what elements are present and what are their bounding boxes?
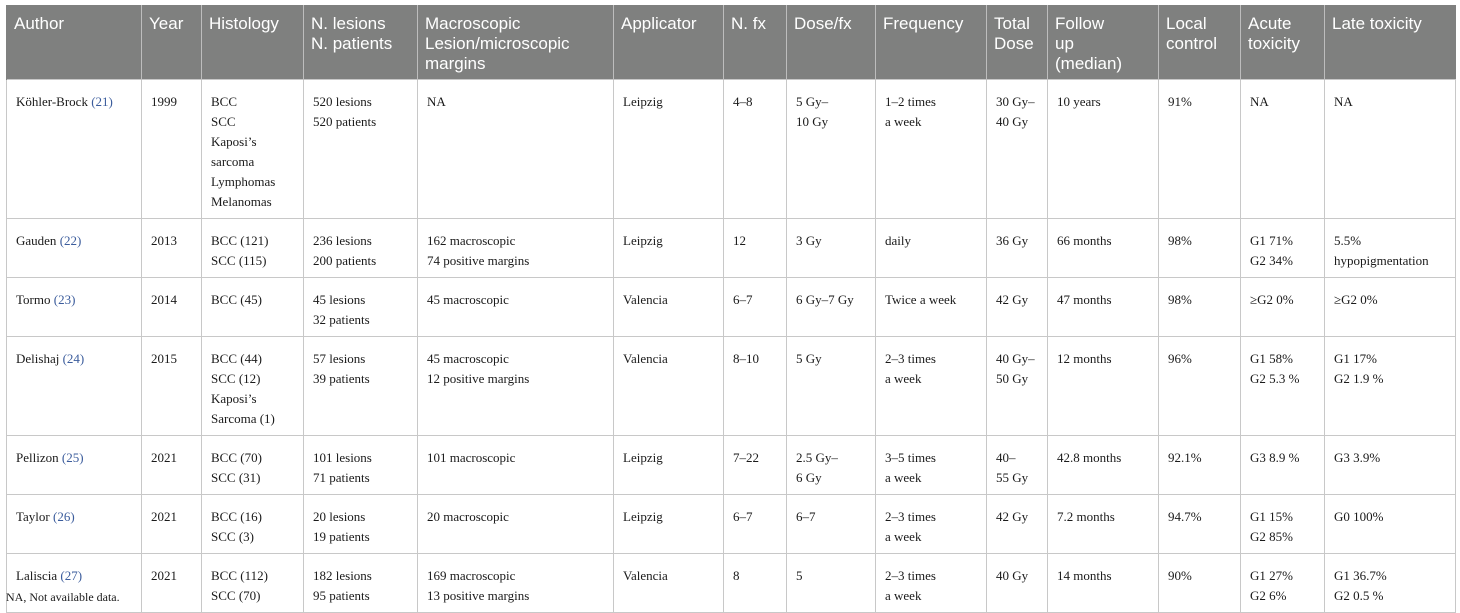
table-row: [7, 436, 1456, 495]
table-header-row: [7, 5, 1456, 80]
cell-acute-toxicity: G1 27% G2 6%: [1241, 554, 1325, 613]
cell-applicator: Leipzig: [614, 436, 724, 495]
cell-late-toxicity: G1 17% G2 1.9 %: [1325, 337, 1456, 436]
cell-histology: BCC (16) SCC (3): [202, 495, 304, 554]
cell-applicator: Leipzig: [614, 219, 724, 278]
cell-author: Gauden (22): [7, 219, 142, 278]
cell-dose: 6 Gy–7 Gy: [787, 278, 876, 337]
cell-acute-toxicity: G3 8.9 %: [1241, 436, 1325, 495]
cell-histology: BCC (121) SCC (115): [202, 219, 304, 278]
cell-lesions: 20 lesions 19 patients: [304, 495, 418, 554]
cell-year: 2021: [142, 554, 202, 613]
cell-total-dose: 40 Gy: [987, 554, 1048, 613]
cell-applicator: Leipzig: [614, 495, 724, 554]
studies-table: [6, 5, 1456, 613]
cell-author: Laliscia (27): [7, 554, 142, 613]
cell-fx: 12: [724, 219, 787, 278]
cell-applicator: Leipzig: [614, 80, 724, 219]
cell-frequency: 2–3 times a week: [876, 337, 987, 436]
table-footnote: NA, Not available data.: [6, 590, 120, 604]
cell-total-dose: 40– 55 Gy: [987, 436, 1048, 495]
col-header-fx: N. fx: [724, 5, 787, 80]
cell-year: 1999: [142, 80, 202, 219]
cell-follow-up: 66 months: [1048, 219, 1159, 278]
cell-margins: 20 macroscopic: [418, 495, 614, 554]
cell-dose: 5 Gy: [787, 337, 876, 436]
cell-late-toxicity: G0 100%: [1325, 495, 1456, 554]
cell-lesions: 520 lesions 520 patients: [304, 80, 418, 219]
cell-acute-toxicity: G1 15% G2 85%: [1241, 495, 1325, 554]
col-header-total-dose: Total Dose: [987, 5, 1048, 80]
cell-author: Taylor (26): [7, 495, 142, 554]
cell-follow-up: 10 years: [1048, 80, 1159, 219]
cell-total-dose: 42 Gy: [987, 278, 1048, 337]
cell-margins: 101 macroscopic: [418, 436, 614, 495]
table-row: [7, 337, 1456, 436]
cell-local-control: 90%: [1159, 554, 1241, 613]
col-header-margins: Macroscopic Lesion/microscopic margins: [418, 5, 614, 80]
col-header-late-toxicity: Late toxicity: [1325, 5, 1456, 80]
cell-follow-up: 47 months: [1048, 278, 1159, 337]
cell-local-control: 98%: [1159, 219, 1241, 278]
cell-dose: 3 Gy: [787, 219, 876, 278]
reference-link[interactable]: (23): [53, 292, 76, 307]
cell-dose: 2.5 Gy– 6 Gy: [787, 436, 876, 495]
cell-lesions: 101 lesions 71 patients: [304, 436, 418, 495]
cell-total-dose: 42 Gy: [987, 495, 1048, 554]
col-header-author: Author: [7, 5, 142, 80]
cell-frequency: 1–2 times a week: [876, 80, 987, 219]
cell-late-toxicity: NA: [1325, 80, 1456, 219]
cell-local-control: 98%: [1159, 278, 1241, 337]
reference-link[interactable]: (21): [91, 94, 113, 109]
cell-year: 2021: [142, 436, 202, 495]
cell-year: 2013: [142, 219, 202, 278]
cell-acute-toxicity: G1 71% G2 34%: [1241, 219, 1325, 278]
cell-fx: 6–7: [724, 278, 787, 337]
cell-acute-toxicity: ≥G2 0%: [1241, 278, 1325, 337]
cell-fx: 4–8: [724, 80, 787, 219]
cell-frequency: Twice a week: [876, 278, 987, 337]
cell-local-control: 92.1%: [1159, 436, 1241, 495]
cell-local-control: 94.7%: [1159, 495, 1241, 554]
cell-lesions: 45 lesions 32 patients: [304, 278, 418, 337]
reference-link[interactable]: (22): [59, 233, 82, 248]
table-row: [7, 80, 1456, 219]
cell-lesions: 182 lesions 95 patients: [304, 554, 418, 613]
cell-author: Pellizon (25): [7, 436, 142, 495]
cell-dose: 5 Gy– 10 Gy: [787, 80, 876, 219]
col-header-local-control: Local control: [1159, 5, 1241, 80]
cell-lesions: 57 lesions 39 patients: [304, 337, 418, 436]
cell-acute-toxicity: G1 58% G2 5.3 %: [1241, 337, 1325, 436]
cell-histology: BCC (112) SCC (70): [202, 554, 304, 613]
cell-local-control: 96%: [1159, 337, 1241, 436]
cell-total-dose: 30 Gy– 40 Gy: [987, 80, 1048, 219]
cell-late-toxicity: 5.5% hypopigmentation: [1325, 219, 1456, 278]
cell-dose: 5: [787, 554, 876, 613]
cell-margins: NA: [418, 80, 614, 219]
cell-frequency: 2–3 times a week: [876, 554, 987, 613]
cell-follow-up: 14 months: [1048, 554, 1159, 613]
table-row: [7, 554, 1456, 613]
cell-author: Delishaj (24): [7, 337, 142, 436]
cell-fx: 8–10: [724, 337, 787, 436]
cell-total-dose: 40 Gy– 50 Gy: [987, 337, 1048, 436]
cell-author: Köhler-Brock (21): [7, 80, 142, 219]
cell-follow-up: 42.8 months: [1048, 436, 1159, 495]
reference-link[interactable]: (27): [60, 568, 83, 583]
cell-total-dose: 36 Gy: [987, 219, 1048, 278]
cell-histology: BCC SCC Kaposi’s sarcoma Lymphomas Melanomas: [202, 80, 304, 219]
cell-margins: 45 macroscopic: [418, 278, 614, 337]
col-header-applicator: Applicator: [614, 5, 724, 80]
col-header-frequency: Frequency: [876, 5, 987, 80]
col-header-lesions: N. lesions N. patients: [304, 5, 418, 80]
reference-link[interactable]: (26): [53, 509, 75, 524]
cell-histology: BCC (44) SCC (12) Kaposi’s Sarcoma (1): [202, 337, 304, 436]
cell-acute-toxicity: NA: [1241, 80, 1325, 219]
cell-late-toxicity: G3 3.9%: [1325, 436, 1456, 495]
col-header-dose: Dose/fx: [787, 5, 876, 80]
cell-frequency: 2–3 times a week: [876, 495, 987, 554]
reference-link[interactable]: (25): [61, 450, 84, 465]
cell-year: 2014: [142, 278, 202, 337]
cell-applicator: Valencia: [614, 337, 724, 436]
col-header-acute-toxicity: Acute toxicity: [1241, 5, 1325, 80]
cell-applicator: Valencia: [614, 278, 724, 337]
cell-year: 2021: [142, 495, 202, 554]
cell-late-toxicity: G1 36.7% G2 0.5 %: [1325, 554, 1456, 613]
cell-fx: 7–22: [724, 436, 787, 495]
table-row: [7, 278, 1456, 337]
cell-frequency: 3–5 times a week: [876, 436, 987, 495]
cell-fx: 8: [724, 554, 787, 613]
cell-margins: 45 macroscopic 12 positive margins: [418, 337, 614, 436]
cell-frequency: daily: [876, 219, 987, 278]
cell-margins: 169 macroscopic 13 positive margins: [418, 554, 614, 613]
cell-local-control: 91%: [1159, 80, 1241, 219]
cell-applicator: Valencia: [614, 554, 724, 613]
cell-late-toxicity: ≥G2 0%: [1325, 278, 1456, 337]
cell-dose: 6–7: [787, 495, 876, 554]
cell-lesions: 236 lesions 200 patients: [304, 219, 418, 278]
cell-follow-up: 12 months: [1048, 337, 1159, 436]
cell-author: Tormo (23): [7, 278, 142, 337]
table-row: [7, 219, 1456, 278]
reference-link[interactable]: (24): [62, 351, 85, 366]
cell-year: 2015: [142, 337, 202, 436]
cell-fx: 6–7: [724, 495, 787, 554]
col-header-histology: Histology: [202, 5, 304, 80]
table-row: [7, 495, 1456, 554]
col-header-follow-up: Follow up (median): [1048, 5, 1159, 80]
cell-follow-up: 7.2 months: [1048, 495, 1159, 554]
cell-histology: BCC (70) SCC (31): [202, 436, 304, 495]
cell-margins: 162 macroscopic 74 positive margins: [418, 219, 614, 278]
col-header-year: Year: [142, 5, 202, 80]
cell-histology: BCC (45): [202, 278, 304, 337]
